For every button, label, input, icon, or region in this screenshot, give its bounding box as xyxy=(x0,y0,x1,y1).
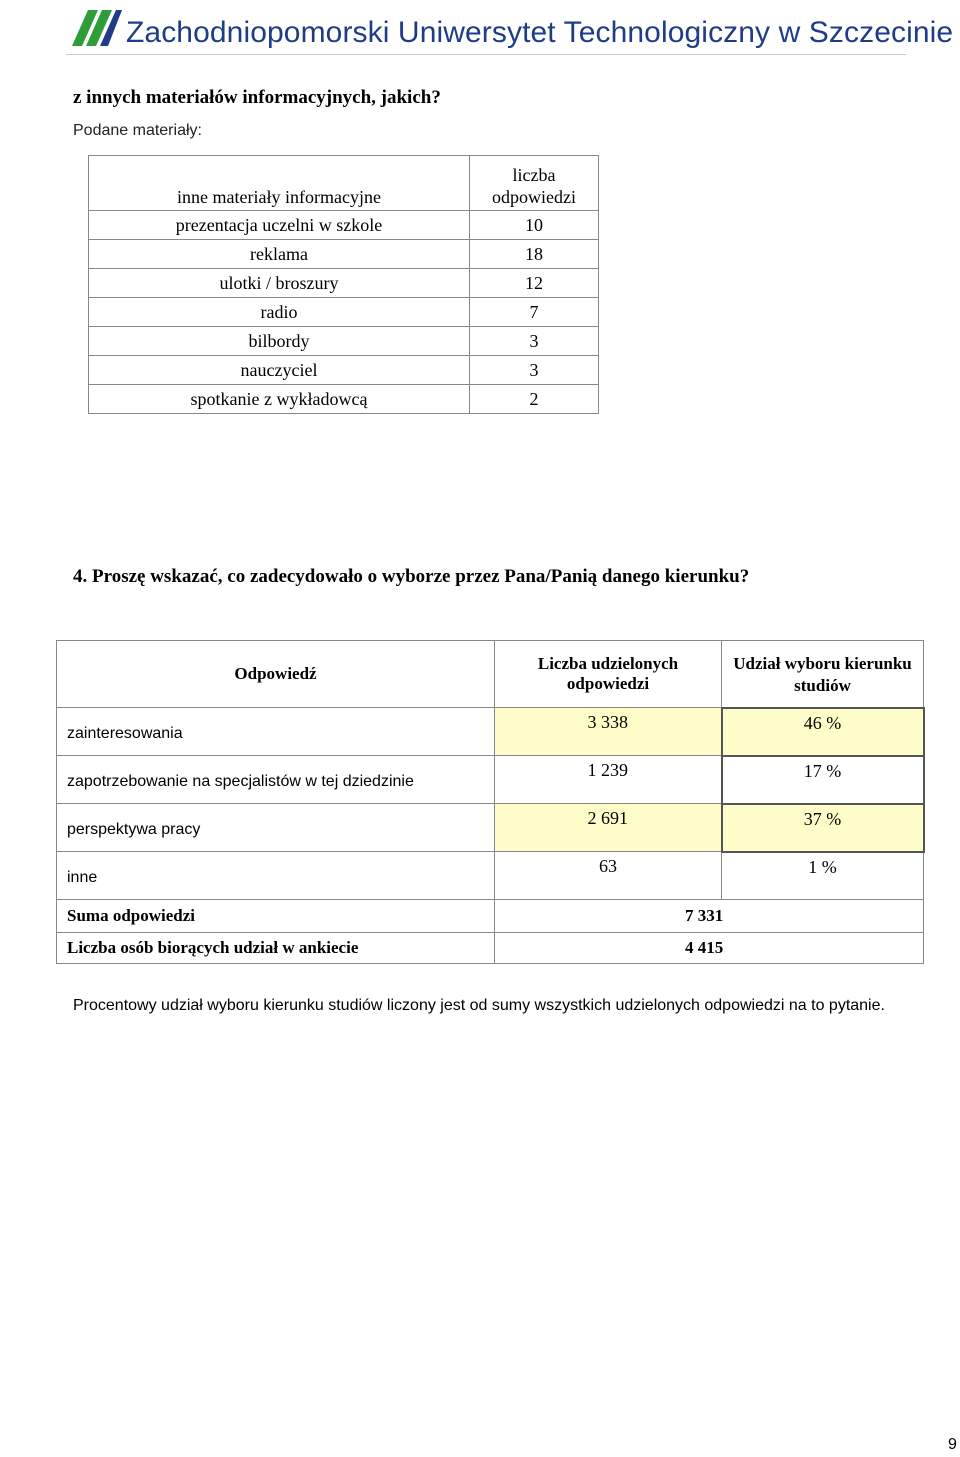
table-row xyxy=(89,298,599,327)
table-header-row xyxy=(57,641,924,708)
material-name: radio xyxy=(89,298,470,327)
answer-share: 46 % xyxy=(722,708,924,756)
material-name: nauczyciel xyxy=(89,356,470,385)
material-count: 3 xyxy=(470,356,599,385)
given-materials-label: Podane materiały: xyxy=(73,122,202,139)
material-name: spotkanie z wykładowcą xyxy=(89,385,470,414)
header-divider xyxy=(66,54,906,55)
table-row xyxy=(57,756,924,804)
material-count: 12 xyxy=(470,269,599,298)
material-name: prezentacja uczelni w szkole xyxy=(89,211,470,240)
answer-share: 17 % xyxy=(722,756,924,804)
answer-share: 37 % xyxy=(722,804,924,852)
answer-share: 1 % xyxy=(722,852,924,900)
table-row xyxy=(89,327,599,356)
decision-reasons-table xyxy=(56,640,925,964)
sum-row xyxy=(57,900,924,933)
column-header-count: Liczba udzielonych odpowiedzi xyxy=(495,641,722,708)
respondents-row xyxy=(57,933,924,964)
sum-value: 7 331 xyxy=(495,900,924,933)
material-count: 18 xyxy=(470,240,599,269)
sum-label: Suma odpowiedzi xyxy=(57,900,495,933)
respondents-label: Liczba osób biorących udział w ankiecie xyxy=(57,933,495,964)
column-header-share: Udział wyboru kierunku studiów xyxy=(722,641,924,708)
material-count: 7 xyxy=(470,298,599,327)
percentage-note: Procentowy udział wyboru kierunku studiów liczony jest od sumy wszystkich udzielonych odpowiedzi na to pytanie. xyxy=(73,997,885,1014)
table-header-row xyxy=(89,156,599,211)
material-count: 2 xyxy=(470,385,599,414)
column-header-count: liczba odpowiedzi xyxy=(470,156,599,211)
material-name: reklama xyxy=(89,240,470,269)
table-row xyxy=(89,240,599,269)
answer-count: 3 338 xyxy=(495,708,722,756)
answer-count: 2 691 xyxy=(495,804,722,852)
table-row xyxy=(57,708,924,756)
material-name: bilbordy xyxy=(89,327,470,356)
material-count: 3 xyxy=(470,327,599,356)
column-header-answer: Odpowiedź xyxy=(57,641,495,708)
page-number: 9 xyxy=(948,1436,957,1453)
table-row xyxy=(89,356,599,385)
answer-label: zainteresowania xyxy=(57,708,495,756)
table-row xyxy=(89,269,599,298)
column-header-material: inne materiały informacyjne xyxy=(89,156,470,211)
answer-count: 1 239 xyxy=(495,756,722,804)
material-count: 10 xyxy=(470,211,599,240)
table-row xyxy=(89,385,599,414)
university-logo xyxy=(66,8,126,48)
material-name: ulotki / broszury xyxy=(89,269,470,298)
other-materials-table xyxy=(88,155,599,414)
respondents-value: 4 415 xyxy=(495,933,924,964)
university-name: Zachodniopomorski Uniwersytet Technologiczny w Szczecinie xyxy=(126,16,954,49)
answer-label: inne xyxy=(57,852,495,900)
answer-label: zapotrzebowanie na specjalistów w tej dziedzinie xyxy=(57,756,495,804)
question-4-heading: 4. Proszę wskazać, co zadecydowało o wyborze przez Pana/Panią danego kierunku? xyxy=(73,566,750,587)
table-row xyxy=(57,852,924,900)
table-row xyxy=(89,211,599,240)
table-row xyxy=(57,804,924,852)
answer-count: 63 xyxy=(495,852,722,900)
other-materials-heading: z innych materiałów informacyjnych, jakich? xyxy=(73,87,441,108)
answer-label: perspektywa pracy xyxy=(57,804,495,852)
